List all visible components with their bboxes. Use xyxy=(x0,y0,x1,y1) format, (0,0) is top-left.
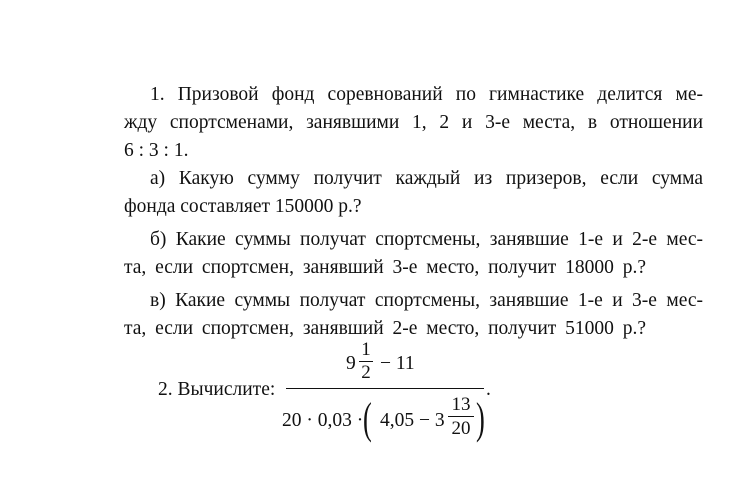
denominator-inner-left: 4,05 − 3 xyxy=(380,410,445,431)
part-c-line-1: в) Какие суммы получат спортсмены, занявшие 1-е и 3-е мес- xyxy=(150,290,703,311)
numerator xyxy=(346,340,486,390)
numerator-frac-num: 1 xyxy=(361,339,371,360)
problem1-line-2: жду спортсменами, занявшими 1, 2 и 3-е места, в отношении xyxy=(124,112,703,133)
problem1-line-1: 1. Призовой фонд соревнований по гимнастике делится ме- xyxy=(150,84,703,105)
denominator-frac-num: 13 xyxy=(451,394,471,415)
part-c-line-2: та, если спортсмен, занявший 2-е место, получит 51000 р.? xyxy=(124,318,646,339)
part-a-line-1: а) Какую сумму получит каждый из призеров, если сумма xyxy=(150,168,703,189)
trailing-period: . xyxy=(486,379,491,400)
main-fraction xyxy=(282,340,492,450)
numerator-rest: − 11 xyxy=(380,353,415,374)
main-fraction-bar xyxy=(286,388,484,389)
part-b-line-2: та, если спортсмен, занявший 3-е место, получит 18000 р.? xyxy=(124,257,646,278)
denominator xyxy=(282,392,492,448)
denominator-frac-bar xyxy=(448,416,474,417)
denominator-frac-den: 20 xyxy=(451,418,471,439)
problem2-label: 2. Вычислите: xyxy=(158,379,276,400)
numerator-whole: 9 xyxy=(346,353,356,374)
denominator-prefix: 20 · 0,03 · xyxy=(282,410,364,431)
right-paren: ) xyxy=(476,394,485,443)
numerator-inner-fraction xyxy=(359,340,373,383)
denominator-inner-fraction xyxy=(448,394,474,439)
numerator-frac-den: 2 xyxy=(361,362,371,383)
left-paren: ( xyxy=(363,394,372,443)
part-a-line-2: фонда составляет 150000 р.? xyxy=(124,196,362,217)
part-b-line-1: б) Какие суммы получат спортсмены, занявшие 1-е и 2-е мес- xyxy=(150,229,703,250)
problem1-line-3: 6 : 3 : 1. xyxy=(124,140,189,161)
